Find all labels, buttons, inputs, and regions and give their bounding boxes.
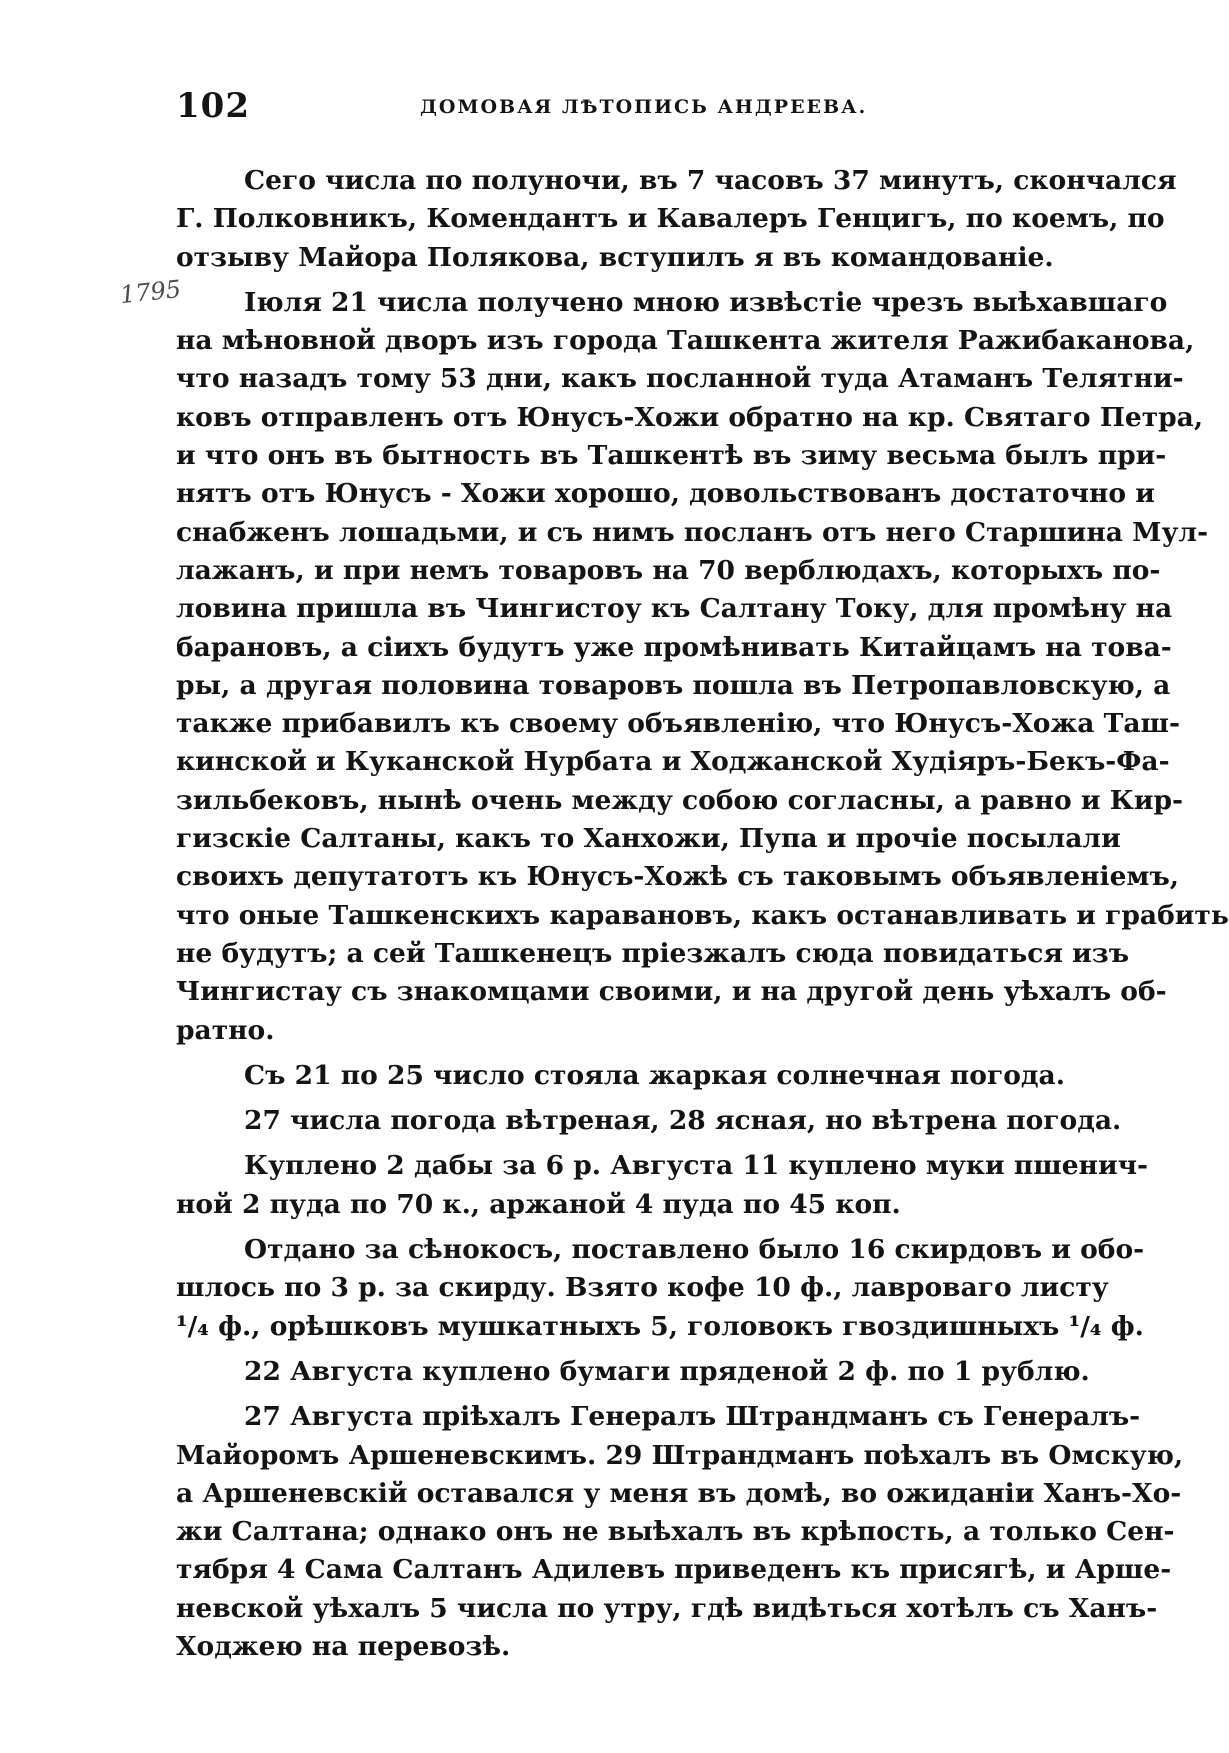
text-line: своихъ депутатотъ къ Юнусъ-Хожѣ съ таковымъ объявленіемъ,	[176, 861, 1180, 893]
paragraph-gap	[176, 1224, 1071, 1231]
text-line: кинской и Куканской Нурбата и Ходжанской Худіяръ-Бекъ-Фа-	[176, 746, 1170, 778]
text-line: ловина пришла въ Чингистоу къ Салтану Току, для промѣну на	[176, 593, 1173, 625]
text-line: Чингистау съ знакомцами своими, и на другой день уѣхалъ об-	[176, 976, 1167, 1008]
paragraph-gap	[176, 1391, 1071, 1398]
text-line: жи Салтана; однако онъ не выѣхалъ въ крѣпость, а только Сен-	[176, 1516, 1175, 1548]
text-line: лажанъ, и при немъ товаровъ на 70 верблюдахъ, которыхъ по-	[176, 554, 1161, 586]
paragraph	[176, 1102, 1122, 1140]
paragraph	[176, 1057, 1071, 1095]
text-line: Съ 21 по 25 число стояла жаркая солнечная погода.	[244, 1059, 1065, 1091]
text-line: также прибавилъ къ своему объявленію, что Юнусъ-Хожа Таш-	[176, 708, 1180, 740]
text-line: не будутъ; а сей Ташкенецъ пріезжалъ сюда повидаться изъ	[176, 937, 1130, 969]
running-title: ДОМОВАЯ ЛѢТОПИСЬ АНДРЕЕВА.	[420, 96, 868, 118]
text-line: барановъ, а сіихъ будутъ уже промѣнивать Китайцамъ на това-	[176, 631, 1172, 663]
paragraph	[176, 162, 1177, 277]
text-line: шлось по 3 р. за скирду. Взято кофе 10 ф., лавроваго листу	[176, 1272, 1109, 1304]
paragraph-gap	[176, 1050, 1071, 1057]
text-line: снабженъ лошадьми, и съ нимъ посланъ отъ него Старшина Мул-	[176, 516, 1209, 548]
text-line: Отдано за сѣнокосъ, поставлено было 16 скирдовъ и обо-	[244, 1234, 1145, 1266]
paragraph	[176, 1353, 1090, 1391]
paragraph	[176, 1398, 1184, 1666]
text-line: 22 Августа куплено бумаги пряденой 2 ф. по 1 рублю.	[244, 1355, 1090, 1387]
text-line: невской уѣхалъ 5 числа по утру, гдѣ видѣться хотѣлъ съ Ханъ-	[176, 1592, 1158, 1624]
paragraph-gap	[176, 1666, 1071, 1673]
text-line: 27 Августа пріѣхалъ Генералъ Штрандманъ съ Генералъ-	[244, 1401, 1141, 1433]
paragraph	[176, 1147, 1149, 1224]
text-line: Г. Полковникъ, Комендантъ и Кавалеръ Генцигъ, по коемъ, по	[176, 203, 1165, 235]
paragraph	[176, 1231, 1145, 1346]
text-line: ной 2 пуда по 70 к., аржаной 4 пуда по 45 коп.	[176, 1188, 901, 1220]
text-line: ¹/₄ ф., орѣшковъ мушкатныхъ 5, головокъ гвоздишныхъ ¹/₄ ф.	[176, 1310, 1144, 1342]
page-number: 102	[176, 86, 250, 126]
text-line: Іюля 21 числа получено мною извѣстіе чрезъ выѣхавшаго	[244, 286, 1168, 318]
text-line: ковъ отправленъ отъ Юнусъ-Хожи обратно на кр. Святаго Петра,	[176, 401, 1204, 433]
text-line: Ходжею на перевозѣ.	[176, 1630, 511, 1662]
text-line: отзыву Майора Полякова, вступилъ я въ командованіе.	[176, 241, 1054, 273]
paragraph-gap	[176, 1346, 1071, 1353]
text-line: на мѣновной дворъ изъ города Ташкента жителя Ражибаканова,	[176, 325, 1195, 357]
text-line: ры, а другая половина товаровъ пошла въ Петропавловскую, а	[176, 669, 1171, 701]
text-line: что оные Ташкенскихъ каравановъ, какъ останавливать и грабить	[176, 899, 1229, 931]
text-line: нятъ отъ Юнусъ - Хожи хорошо, довольствованъ достаточно и	[176, 478, 1155, 510]
text-line: зильбековъ, нынѣ очень между собою согласны, а равно и Кир-	[176, 784, 1184, 816]
paragraph	[176, 284, 1229, 1050]
text-line: ратно.	[176, 1014, 275, 1046]
text-line: 27 числа погода вѣтреная, 28 ясная, но вѣтрена погода.	[244, 1105, 1122, 1137]
text-line: тября 4 Сама Салтанъ Адилевъ приведенъ къ присягѣ, и Арше-	[176, 1554, 1172, 1586]
paragraph-gap	[176, 1140, 1071, 1147]
text-line: Майоромъ Аршеневскимъ. 29 Штрандманъ поѣхалъ въ Омскую,	[176, 1439, 1184, 1471]
text-line: и что онъ въ бытность въ Ташкентѣ въ зиму весьма былъ при-	[176, 440, 1167, 472]
text-line: Куплено 2 дабы за 6 р. Августа 11 куплено муки пшенич-	[244, 1150, 1149, 1182]
text-line: гизскіе Салтаны, какъ то Ханхожи, Пупа и прочіе посылали	[176, 823, 1121, 855]
paragraph-gap	[176, 1095, 1071, 1102]
text-line: что назадъ тому 53 дни, какъ посланной туда Атаманъ Телятни-	[176, 363, 1184, 395]
text-line: Сего числа по полуночи, въ 7 часовъ 37 минутъ, скончался	[244, 165, 1177, 196]
body-text	[176, 162, 1229, 1673]
margin-note: 1795	[118, 274, 183, 310]
text-line: а Аршеневскій оставался у меня въ домѣ, во ожиданіи Ханъ-Хо-	[176, 1477, 1182, 1509]
paragraph-gap	[176, 277, 1071, 284]
